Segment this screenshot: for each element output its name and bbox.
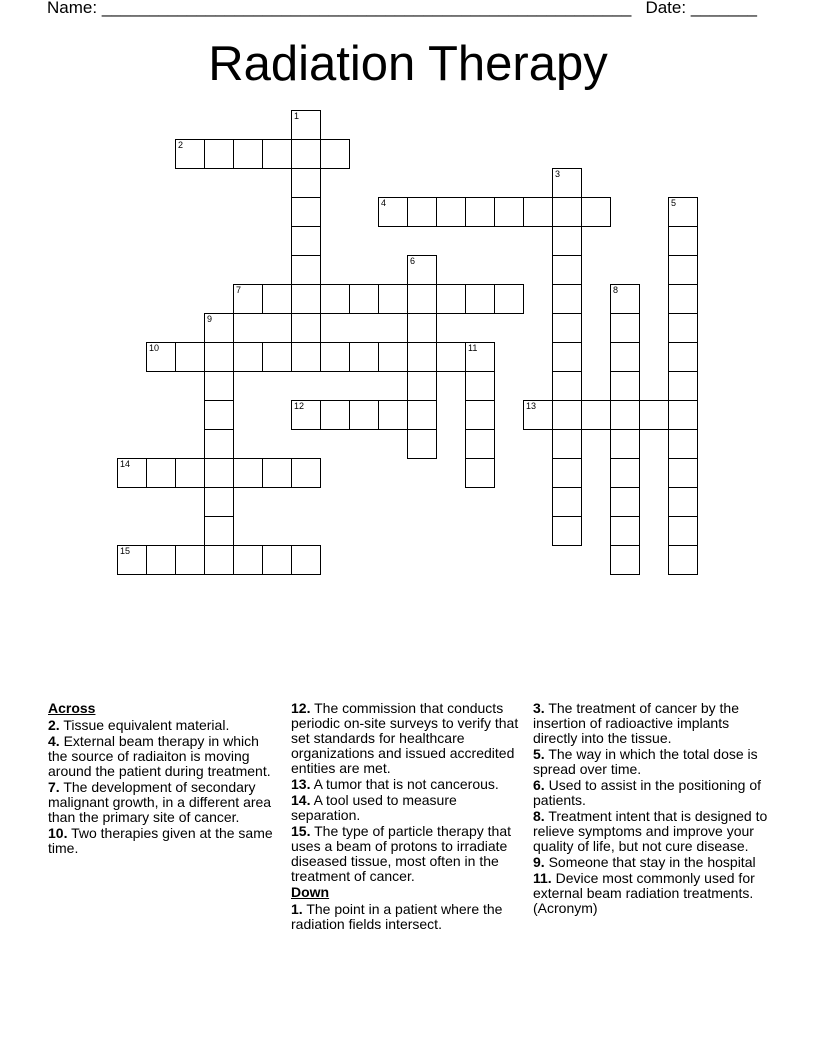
clue-down-3 (533, 701, 773, 746)
grid-cell[interactable] (204, 429, 234, 459)
grid-cell[interactable] (204, 487, 234, 517)
clue-column-1 (48, 701, 280, 857)
grid-cell[interactable] (320, 139, 350, 169)
grid-cell[interactable] (117, 458, 147, 488)
grid-cell[interactable] (291, 110, 321, 140)
grid-cell[interactable] (436, 197, 466, 227)
clue-text: Used to assist in the positioning of patients. (533, 777, 762, 808)
grid-cell[interactable] (407, 284, 437, 314)
name-label: Name: (47, 0, 98, 17)
grid-cell[interactable] (581, 400, 611, 430)
grid-cell[interactable] (668, 342, 698, 372)
clue-text: Two therapies given at the same time. (48, 825, 273, 856)
clue-number: 14 (120, 459, 131, 469)
clue-text: The point in a patient where the radiation fields intersect. (291, 901, 503, 932)
grid-cell[interactable] (639, 400, 669, 430)
grid-cell[interactable] (407, 313, 437, 343)
grid-cell[interactable] (668, 255, 698, 285)
grid-cell[interactable] (668, 400, 698, 430)
clue-across-7 (48, 780, 280, 825)
grid-cell[interactable] (291, 226, 321, 256)
clue-down-11 (533, 871, 773, 916)
grid-cell[interactable] (668, 429, 698, 459)
grid-cell[interactable] (552, 429, 582, 459)
grid-cell[interactable] (668, 284, 698, 314)
grid-cell[interactable] (175, 139, 205, 169)
clue-across-4 (48, 734, 280, 779)
clue-text: The treatment of cancer by the insertion of radioactive implants directly into the tissue. (533, 700, 739, 746)
clue-number-label: 9. (533, 854, 545, 870)
grid-cell[interactable] (552, 313, 582, 343)
clue-number: 9 (207, 314, 213, 324)
grid-cell[interactable] (407, 342, 437, 372)
clue-down-6 (533, 778, 773, 808)
clue-text: Treatment intent that is designed to relieve symptoms and improve your quality of life, but not cure disease. (533, 808, 768, 854)
grid-cell[interactable] (233, 342, 263, 372)
grid-cell[interactable] (407, 371, 437, 401)
grid-cell[interactable] (610, 371, 640, 401)
clue-across-14 (291, 793, 525, 823)
grid-cell[interactable] (291, 139, 321, 169)
clue-column-2 (291, 701, 525, 933)
clue-text: A tumor that is not cancerous. (310, 776, 499, 792)
grid-cell[interactable] (668, 197, 698, 227)
clue-number-label: 3. (533, 700, 545, 716)
grid-cell[interactable] (407, 255, 437, 285)
clue-across-13 (291, 777, 525, 792)
grid-cell[interactable] (552, 371, 582, 401)
clue-number: 3 (555, 169, 561, 179)
grid-cell[interactable] (204, 313, 234, 343)
grid-cell[interactable] (349, 400, 379, 430)
grid-cell[interactable] (465, 342, 495, 372)
grid-cell[interactable] (465, 400, 495, 430)
grid-cell[interactable] (610, 545, 640, 575)
grid-cell[interactable] (291, 342, 321, 372)
clue-number: 15 (120, 546, 131, 556)
grid-cell[interactable] (204, 139, 234, 169)
clue-number-label: 15. (291, 823, 311, 839)
grid-cell[interactable] (262, 458, 292, 488)
grid-cell[interactable] (552, 197, 582, 227)
grid-cell[interactable] (291, 168, 321, 198)
clue-column-3 (533, 701, 773, 917)
grid-cell[interactable] (378, 197, 408, 227)
grid-cell[interactable] (668, 458, 698, 488)
clue-text: Device most commonly used for external beam radiation treatments. (Acronym) (533, 870, 755, 916)
clue-number: 13 (526, 401, 537, 411)
across-heading: Across (48, 700, 96, 716)
grid-cell[interactable] (610, 429, 640, 459)
grid-cell[interactable] (610, 284, 640, 314)
grid-cell[interactable] (610, 516, 640, 546)
clue-number-label: 13. (291, 776, 311, 792)
clue-text: Tissue equivalent material. (59, 717, 230, 733)
grid-cell[interactable] (610, 342, 640, 372)
clue-number-label: 1. (291, 901, 303, 917)
clue-text: The way in which the total dose is spread over time. (533, 746, 758, 777)
grid-cell[interactable] (494, 197, 524, 227)
clue-text: The development of secondary malignant growth, in a different area than the primary site of cancer. (48, 779, 272, 825)
clue-across-10 (48, 826, 280, 856)
grid-cell[interactable] (291, 458, 321, 488)
clue-number: 1 (294, 111, 300, 121)
grid-cell[interactable] (349, 284, 379, 314)
clue-number: 8 (613, 285, 619, 295)
grid-cell[interactable] (581, 197, 611, 227)
grid-cell[interactable] (349, 342, 379, 372)
grid-cell[interactable] (175, 545, 205, 575)
grid-cell[interactable] (407, 197, 437, 227)
grid-cell[interactable] (117, 545, 147, 575)
clue-number: 6 (410, 256, 416, 266)
grid-cell[interactable] (494, 284, 524, 314)
clue-across-12 (291, 701, 525, 776)
grid-cell[interactable] (262, 139, 292, 169)
grid-cell[interactable] (262, 545, 292, 575)
grid-cell[interactable] (204, 400, 234, 430)
grid-cell[interactable] (320, 342, 350, 372)
clue-number: 10 (149, 343, 160, 353)
grid-cell[interactable] (291, 545, 321, 575)
down-heading: Down (291, 884, 330, 900)
grid-cell[interactable] (233, 545, 263, 575)
clue-number-label: 10. (48, 825, 68, 841)
clue-down-9 (533, 855, 773, 870)
grid-cell[interactable] (552, 487, 582, 517)
grid-cell[interactable] (465, 197, 495, 227)
clue-down-1 (291, 902, 525, 932)
clue-number: 5 (671, 198, 677, 208)
clue-number-label: 4. (48, 733, 60, 749)
grid-cell[interactable] (552, 516, 582, 546)
grid-cell[interactable] (465, 458, 495, 488)
clue-number-label: 5. (533, 746, 545, 762)
grid-cell[interactable] (610, 313, 640, 343)
clue-number-label: 2. (48, 717, 60, 733)
clue-text: The type of particle therapy that uses a beam of protons to irradiate diseased tissue, most often in the treatment of cancer. (291, 823, 511, 884)
clue-number: 4 (381, 198, 387, 208)
grid-cell[interactable] (291, 313, 321, 343)
clue-text: The commission that conducts periodic on-site surveys to verify that set standards for healthcare organizations and issued accredited entities are met. (291, 700, 519, 776)
grid-cell[interactable] (204, 371, 234, 401)
clue-number-label: 11. (533, 870, 552, 886)
grid-cell[interactable] (233, 458, 263, 488)
grid-cell[interactable] (378, 400, 408, 430)
grid-cell[interactable] (233, 139, 263, 169)
clue-number-label: 6. (533, 777, 545, 793)
grid-cell[interactable] (378, 342, 408, 372)
grid-cell[interactable] (668, 313, 698, 343)
clue-number-label: 14. (291, 792, 311, 808)
grid-cell[interactable] (262, 284, 292, 314)
grid-cell[interactable] (668, 487, 698, 517)
clue-text: Someone that stay in the hospital (544, 854, 756, 870)
grid-cell[interactable] (610, 400, 640, 430)
grid-cell[interactable] (204, 516, 234, 546)
grid-cell[interactable] (262, 342, 292, 372)
clue-down-5 (533, 747, 773, 777)
grid-cell[interactable] (523, 197, 553, 227)
grid-cell[interactable] (436, 342, 466, 372)
grid-cell[interactable] (204, 545, 234, 575)
grid-cell[interactable] (552, 284, 582, 314)
page-title: Radiation Therapy (208, 37, 608, 91)
grid-cell[interactable] (668, 226, 698, 256)
grid-cell[interactable] (668, 516, 698, 546)
clue-number: 12 (294, 401, 305, 411)
clue-text: External beam therapy in which the source of radiaiton is moving around the patient during treatment. (48, 733, 271, 779)
grid-cell[interactable] (204, 342, 234, 372)
grid-cell[interactable] (552, 226, 582, 256)
clue-across-2 (48, 718, 280, 733)
grid-cell[interactable] (552, 168, 582, 198)
grid-cell[interactable] (668, 371, 698, 401)
clue-number: 2 (178, 140, 184, 150)
grid-cell[interactable] (523, 400, 553, 430)
grid-cell[interactable] (465, 284, 495, 314)
clue-number-label: 12. (291, 700, 311, 716)
clue-across-15 (291, 824, 525, 884)
grid-cell[interactable] (610, 458, 640, 488)
clue-down-8 (533, 809, 773, 854)
grid-cell[interactable] (291, 400, 321, 430)
grid-cell[interactable] (552, 400, 582, 430)
clue-number-label: 8. (533, 808, 545, 824)
grid-cell[interactable] (146, 458, 176, 488)
grid-cell[interactable] (552, 342, 582, 372)
clue-text: A tool used to measure separation. (291, 792, 457, 823)
grid-cell[interactable] (378, 284, 408, 314)
grid-cell[interactable] (291, 284, 321, 314)
grid-cell[interactable] (175, 342, 205, 372)
grid-cell[interactable] (407, 400, 437, 430)
grid-cell[interactable] (320, 284, 350, 314)
grid-cell[interactable] (175, 458, 205, 488)
grid-cell[interactable] (465, 371, 495, 401)
clue-number: 11 (468, 343, 478, 353)
grid-cell[interactable] (465, 429, 495, 459)
grid-cell[interactable] (291, 197, 321, 227)
grid-cell[interactable] (204, 458, 234, 488)
grid-cell[interactable] (146, 545, 176, 575)
grid-cell[interactable] (320, 400, 350, 430)
date-label: Date: (645, 0, 687, 17)
grid-cell[interactable] (407, 429, 437, 459)
grid-cell[interactable] (233, 284, 263, 314)
name-field[interactable]: ________________________________________________________ (101, 0, 632, 17)
grid-cell[interactable] (610, 487, 640, 517)
grid-cell[interactable] (291, 255, 321, 285)
grid-cell[interactable] (436, 284, 466, 314)
grid-cell[interactable] (552, 458, 582, 488)
grid-cell[interactable] (668, 545, 698, 575)
grid-cell[interactable] (146, 342, 176, 372)
date-field[interactable]: _______ (690, 0, 758, 17)
clue-number: 7 (236, 285, 242, 295)
clue-number-label: 7. (48, 779, 60, 795)
grid-cell[interactable] (552, 255, 582, 285)
